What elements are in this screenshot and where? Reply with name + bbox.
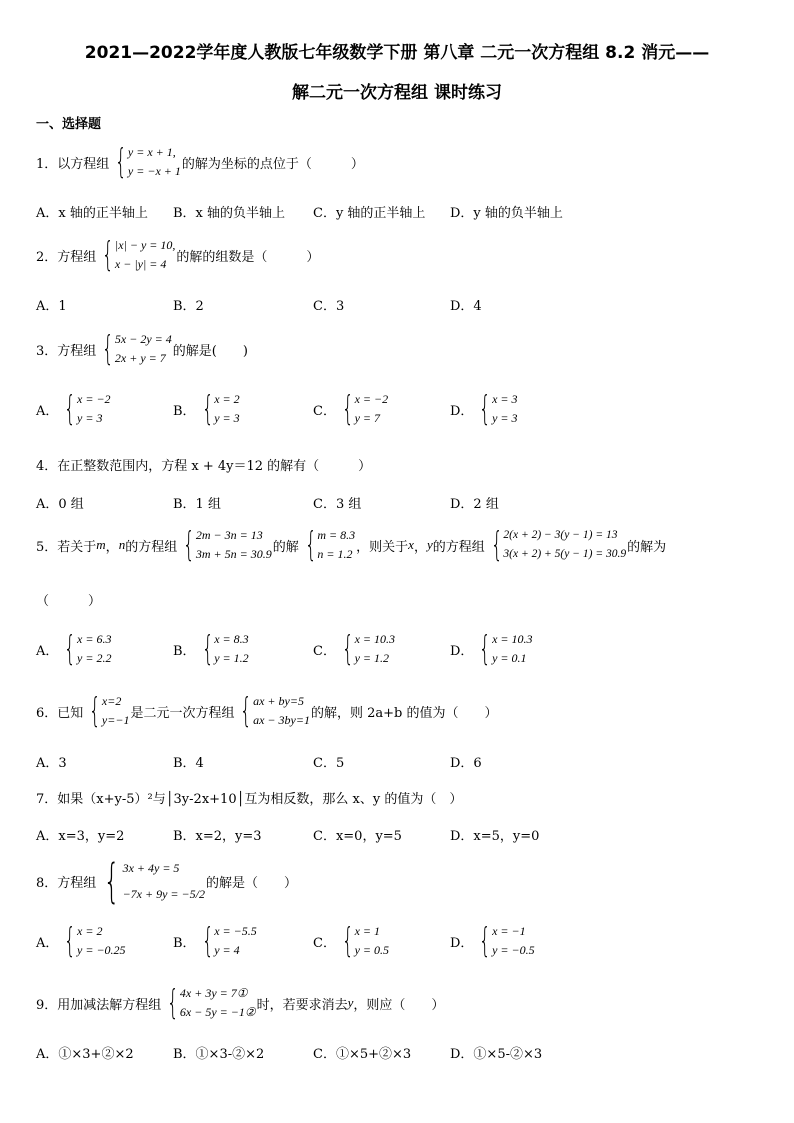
q2-option-b[interactable]: B．2 [173,299,204,314]
q6-prefix: 6．已知 [36,705,84,721]
q8-option-c[interactable] [313,922,390,960]
q5-eq1: 2m − 3n = 13 [195,528,263,542]
brace-icon: { [167,983,180,1023]
q2-system [97,236,175,274]
q3-b-x: x = 2 [214,392,240,406]
q2-suffix: 的解的组数是（ ） [176,249,320,265]
q5-b-x: x = 8.3 [214,632,249,646]
q8-c-x: x = 1 [354,924,381,938]
q3-d-y: y = 3 [492,411,518,425]
q6-suffix: 的解，则 2a+b 的值为（ ） [310,705,498,721]
q6-s1: x=2 [101,694,122,708]
q8-c-y: y = 0.5 [354,943,390,957]
q8-option-c-label: C． [313,935,336,951]
q8-eq2: −7x + 9y = −5/2 [122,887,205,901]
q1-option-a[interactable]: A．x 轴的正半轴上 [36,206,148,221]
q3-c-x: x = −2 [354,392,389,406]
q1-eq1: y = x + 1, [127,145,176,159]
brace-icon: { [64,921,77,961]
q3-option-a-label: A． [36,403,59,419]
q7-text: 7．如果（x+y-5）²与│3y-2x+10│互为相反数，那么 x、y 的值为（ ） [36,792,463,807]
q5-prefix: 5．若关于 [36,539,97,555]
q7-option-b[interactable]: B．x=2，y=3 [173,829,262,844]
brace-icon: { [201,389,214,429]
brace-icon: { [201,629,214,669]
q3-c-y: y = 7 [354,411,381,425]
q9-option-b[interactable]: B．①×3-②×2 [173,1047,265,1062]
q3-option-b-label: B． [173,403,196,419]
brace-icon: { [102,329,115,369]
brace-icon: { [102,235,115,275]
q4-option-a[interactable]: A．0 组 [36,497,84,512]
q2-eq2: x − |y| = 4 [114,257,167,271]
q7-option-c[interactable]: C．x=0，y=5 [313,829,402,844]
q5-option-b[interactable] [173,630,250,668]
question-3 [36,330,248,368]
q5-mid3: ，则关于 [356,539,409,555]
q9-eq1: 4x + 3y = 7① [179,986,248,1000]
q5-mid2: 的解 [272,539,299,555]
q3-option-c[interactable] [313,390,389,428]
q8-b-y: y = 4 [214,943,240,957]
question-5 [36,526,666,564]
q9-prefix: 9．用加减法解方程组 [36,997,162,1013]
q5-paren-text: （ ） [36,594,102,609]
question-2 [36,236,319,274]
q8-option-a[interactable] [36,922,127,960]
q8-option-a-label: A． [36,935,59,951]
q2-option-c[interactable]: C．3 [313,299,345,314]
q5-option-a[interactable] [36,630,112,668]
q5-mid4: 的方程组 [432,539,485,555]
q5-paren [36,590,101,609]
brace-icon: { [201,921,214,961]
q1-system [110,143,181,181]
q8-prefix: 8．方程组 [36,875,97,891]
q3-a-x: x = −2 [77,392,111,406]
q3-option-b[interactable] [173,390,241,428]
q5-e1: 2(x + 2) − 3(y − 1) = 13 [503,529,618,541]
q5-var-m: m [96,537,106,552]
q3-system [97,330,172,368]
q8-d-x: x = −1 [492,924,526,938]
brace-icon: { [64,389,77,429]
brace-icon: { [89,691,102,731]
q5-d-y: y = 0.1 [492,651,527,665]
brace-icon: { [183,525,195,565]
q6-option-d[interactable]: D．6 [450,756,482,771]
q3-option-a[interactable] [36,390,112,428]
question-1 [36,143,364,181]
brace-icon: { [479,921,492,961]
q4-option-b[interactable]: B．1 组 [173,497,221,512]
q3-prefix: 3．方程组 [36,343,97,359]
q1-eq2: y = −x + 1 [127,164,181,178]
q8-d-y: y = −0.5 [492,943,535,957]
brace-icon: { [64,629,77,669]
q6-option-a[interactable]: A．3 [36,756,67,771]
q8-a-y: y = −0.25 [77,943,126,957]
brace-icon: { [490,525,503,565]
q3-suffix: 的解是( ) [172,343,248,359]
q9-option-c[interactable]: C．①×5+②×3 [313,1047,412,1062]
q1-suffix: 的解为坐标的点位于（ ） [181,156,364,172]
q8-option-d[interactable] [450,922,536,960]
q5-b-y: y = 1.2 [214,651,249,665]
q3-b-y: y = 3 [214,411,240,425]
q5-c-y: y = 1.2 [354,651,390,665]
q3-a-y: y = 3 [77,411,103,425]
q5-option-c[interactable] [313,630,396,668]
brace-icon: { [341,921,354,961]
q6-eq1: ax + by=5 [253,694,304,708]
q3-option-d-label: D． [450,403,474,419]
q5-var-n: n [118,537,126,552]
q8-eq1: 3x + 4y = 5 [122,861,180,875]
q9-suffix: ，则应（ ） [353,997,445,1013]
q5-sep1: ， [105,539,119,555]
q1-option-b[interactable]: B．x 轴的负半轴上 [173,206,286,221]
q5-option-c-label: C． [313,643,336,659]
q3-d-x: x = 3 [492,392,518,406]
section-heading: 一、选择题 [36,117,102,132]
q1-option-c[interactable]: C．y 轴的正半轴上 [313,206,426,221]
q1-option-d[interactable]: D．y 轴的负半轴上 [450,206,563,221]
q5-a-x: x = 6.3 [77,632,112,646]
q5-suffix: 的解为 [627,539,667,555]
brace-icon: { [341,629,354,669]
title-line-2: 解二元一次方程组 课时练习 [292,83,502,103]
q9-option-d[interactable]: D．①×5-②×3 [450,1047,543,1062]
q9-eq2: 6x − 5y = −1② [179,1005,256,1019]
brace-icon: { [115,142,128,182]
q3-option-d[interactable] [450,390,519,428]
brace-icon: { [304,525,317,565]
q4-option-d[interactable]: D．2 组 [450,497,499,512]
q5-option-b-label: B． [173,643,196,659]
q5-d-x: x = 10.3 [492,632,533,646]
q6-option-c[interactable]: C．5 [313,756,345,771]
q1-prefix: 1．以方程组 [36,156,110,172]
q8-option-b[interactable] [173,922,258,960]
q5-s1: m = 8.3 [317,528,356,542]
q3-eq1: 5x − 2y = 4 [114,332,172,346]
q9-var-y: y [347,995,354,1010]
q5-a-y: y = 2.2 [77,651,112,665]
question-6 [36,692,497,730]
question-7 [36,788,462,807]
q5-c-x: x = 10.3 [354,632,396,646]
brace-icon: { [479,629,492,669]
brace-icon: { [240,691,253,731]
q5-s2: n = 1.2 [317,547,353,561]
q4-text: 4．在正整数范围内，方程 x + 4y＝12 的解有（ ） [36,459,372,474]
q5-mid1: 的方程组 [125,539,178,555]
q5-option-d[interactable] [450,630,534,668]
brace-icon: { [341,389,354,429]
q8-suffix: 的解是（ ） [205,875,297,891]
q9-option-a[interactable]: A．①×3+②×2 [36,1047,134,1062]
q8-b-x: x = −5.5 [214,924,257,938]
q5-e2: 3(x + 2) + 5(y − 1) = 30.9 [503,548,627,560]
question-9 [36,984,444,1022]
q2-prefix: 2．方程组 [36,249,97,265]
q2-option-a[interactable]: A．1 [36,299,67,314]
question-8 [36,855,297,907]
q4-option-c[interactable]: C．3 组 [313,497,362,512]
q7-option-d[interactable]: D．x=5，y=0 [450,829,540,844]
title-line-1: 2021—2022学年度人教版七年级数学下册 第八章 二元一次方程组 8.2 消元—— [84,43,710,63]
brace-icon: { [479,389,492,429]
q8-a-x: x = 2 [77,924,103,938]
q5-eq2: 3m + 5n = 30.9 [195,547,272,561]
q2-option-d[interactable]: D．4 [450,299,482,314]
q8-option-b-label: B． [173,935,196,951]
q2-eq1: |x| − y = 10, [114,238,176,252]
q6-option-b[interactable]: B．4 [173,756,204,771]
q6-s2: y=−1 [101,713,130,727]
brace-icon: { [103,854,120,908]
q5-var-x: x [408,537,414,552]
q7-option-a[interactable]: A．x=3，y=2 [36,829,125,844]
q5-sep2: ， [413,539,427,555]
q9-mid: 时，若要求消去 [256,997,348,1013]
q5-option-d-label: D． [450,643,474,659]
q6-eq2: ax − 3by=1 [253,713,310,727]
q8-option-d-label: D． [450,935,474,951]
q6-mid: 是二元一次方程组 [130,705,235,721]
q3-eq2: 2x + y = 7 [114,351,166,365]
q3-option-c-label: C． [313,403,336,419]
question-4 [36,455,371,474]
q5-var-y: y [426,537,433,552]
q5-option-a-label: A． [36,643,59,659]
